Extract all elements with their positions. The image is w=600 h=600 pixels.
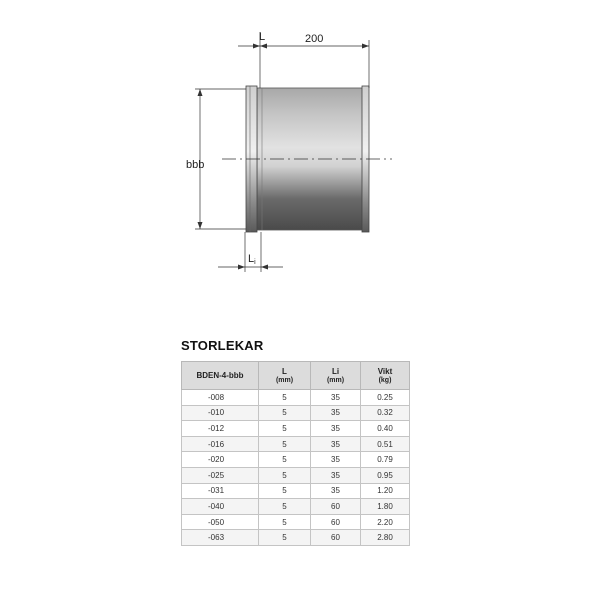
cell-l: 5 bbox=[259, 514, 311, 530]
cell-weight: 2.20 bbox=[361, 514, 410, 530]
cell-weight: 0.51 bbox=[361, 436, 410, 452]
header-l: L (mm) bbox=[259, 362, 311, 390]
cell-l: 5 bbox=[259, 499, 311, 515]
cell-l: 5 bbox=[259, 467, 311, 483]
cell-l: 5 bbox=[259, 483, 311, 499]
cell-l: 5 bbox=[259, 436, 311, 452]
sizes-table bbox=[181, 361, 410, 546]
cell-code: -050 bbox=[182, 514, 259, 530]
dim-left-label: bbb bbox=[186, 159, 205, 171]
table-title: STORLEKAR bbox=[181, 338, 264, 353]
cell-code: -020 bbox=[182, 452, 259, 468]
cell-code: -025 bbox=[182, 467, 259, 483]
table-row bbox=[182, 405, 410, 421]
cell-li: 60 bbox=[311, 514, 361, 530]
cell-li: 35 bbox=[311, 452, 361, 468]
table-row bbox=[182, 436, 410, 452]
table-row bbox=[182, 452, 410, 468]
table-row bbox=[182, 499, 410, 515]
header-weight: Vikt (kg) bbox=[361, 362, 410, 390]
header-code: BDEN-4-bbb bbox=[182, 362, 259, 390]
table-row bbox=[182, 514, 410, 530]
cell-li: 35 bbox=[311, 436, 361, 452]
cell-code: -010 bbox=[182, 405, 259, 421]
cell-weight: 0.79 bbox=[361, 452, 410, 468]
cell-li: 35 bbox=[311, 467, 361, 483]
cell-weight: 1.20 bbox=[361, 483, 410, 499]
cell-code: -031 bbox=[182, 483, 259, 499]
cell-weight: 0.95 bbox=[361, 467, 410, 483]
cell-code: -063 bbox=[182, 530, 259, 546]
cell-weight: 1.80 bbox=[361, 499, 410, 515]
cell-l: 5 bbox=[259, 452, 311, 468]
cell-li: 35 bbox=[311, 421, 361, 437]
cell-code: -008 bbox=[182, 390, 259, 406]
table-row bbox=[182, 390, 410, 406]
table-row bbox=[182, 483, 410, 499]
cell-li: 35 bbox=[311, 405, 361, 421]
dim-top-value: 200 bbox=[305, 33, 324, 45]
header-li: Li (mm) bbox=[311, 362, 361, 390]
cell-weight: 2.80 bbox=[361, 530, 410, 546]
table-row bbox=[182, 530, 410, 546]
table-row bbox=[182, 467, 410, 483]
cell-l: 5 bbox=[259, 530, 311, 546]
table-row bbox=[182, 421, 410, 437]
cell-code: -040 bbox=[182, 499, 259, 515]
cell-code: -012 bbox=[182, 421, 259, 437]
cell-weight: 0.32 bbox=[361, 405, 410, 421]
cell-code: -016 bbox=[182, 436, 259, 452]
cell-li: 60 bbox=[311, 530, 361, 546]
cell-l: 5 bbox=[259, 405, 311, 421]
cell-weight: 0.40 bbox=[361, 421, 410, 437]
cell-l: 5 bbox=[259, 421, 311, 437]
cell-weight: 0.25 bbox=[361, 390, 410, 406]
cell-l: 5 bbox=[259, 390, 311, 406]
dim-bottom-label: Li bbox=[248, 253, 256, 266]
cell-li: 35 bbox=[311, 483, 361, 499]
dim-top-label: L bbox=[259, 31, 266, 43]
cell-li: 60 bbox=[311, 499, 361, 515]
table-header-row bbox=[182, 362, 410, 390]
cell-li: 35 bbox=[311, 390, 361, 406]
